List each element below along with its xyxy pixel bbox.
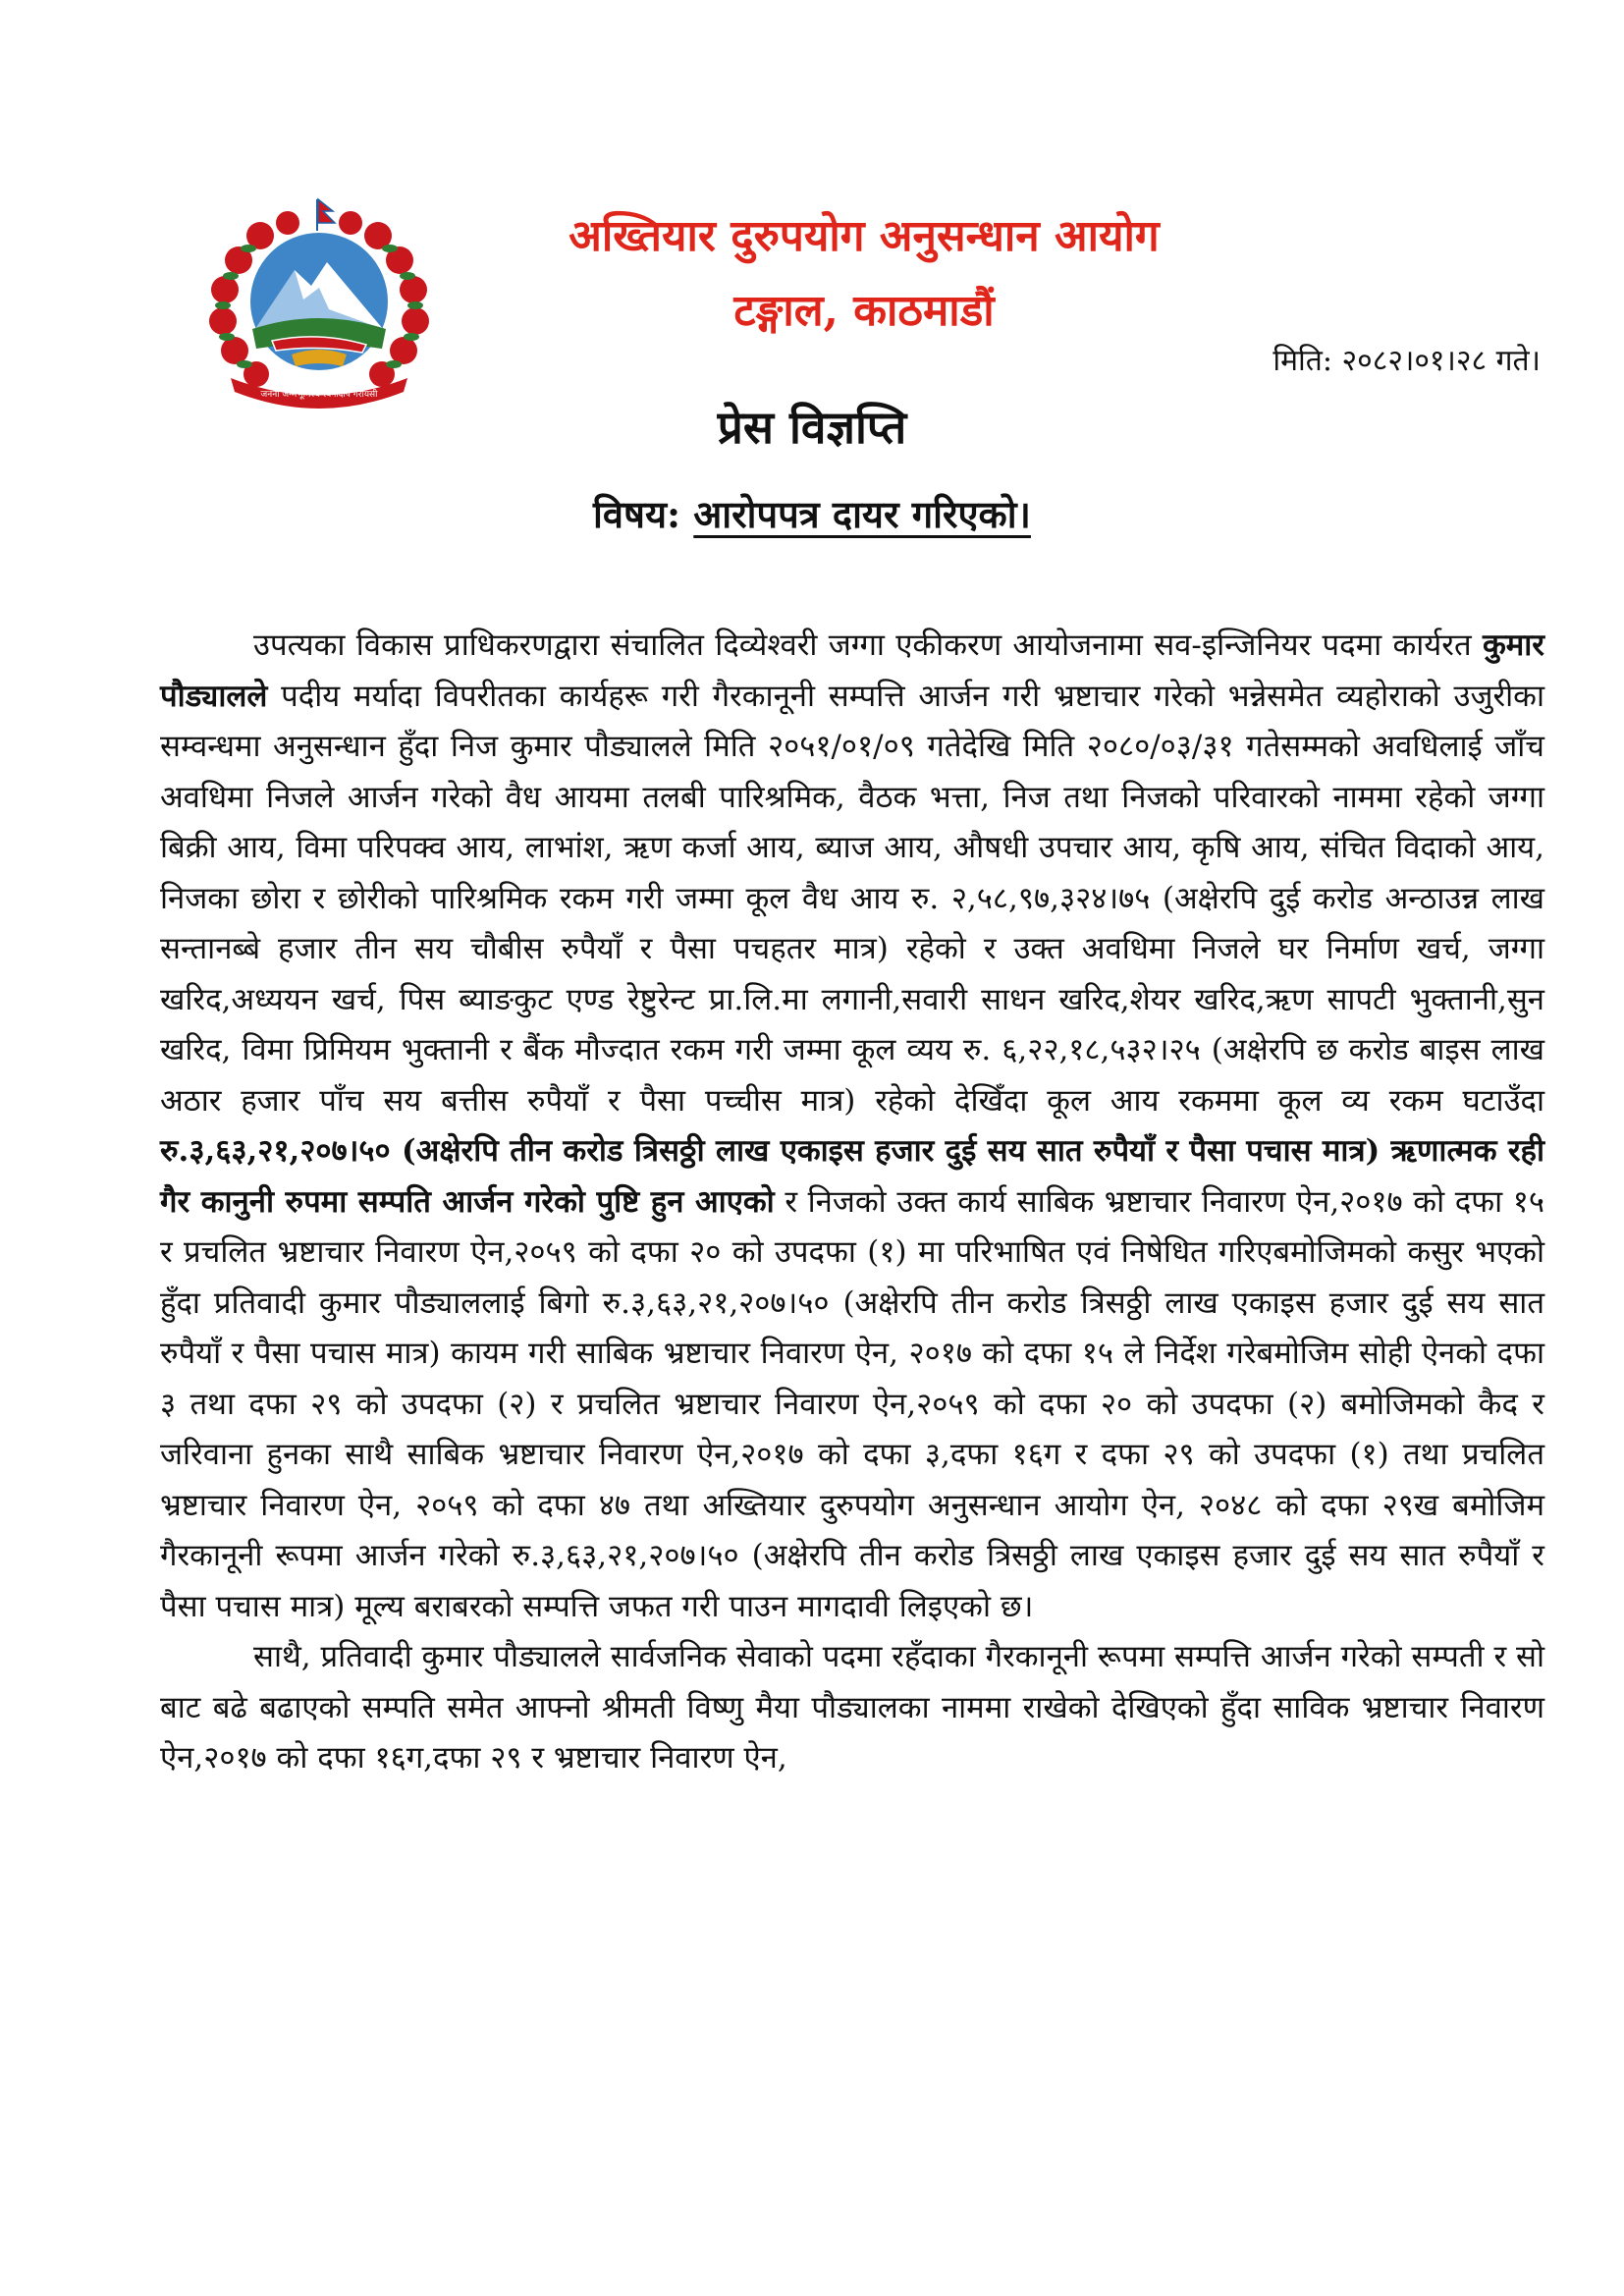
subject-line: [0, 488, 1624, 539]
subject-text: आरोपपत्र दायर गरिएको।: [693, 492, 1031, 536]
paragraph-2: साथै, प्रतिवादी कुमार पौड्यालले सार्वजनिक सेवाको पदमा रहँदाका गैरकानूनी रूपमा सम्पत्ति आर्जन गरेको सम्पती र सो बाट बढे बढाएको सम्पति समेत आफ्नो श्रीमती विष्णु मैया पौड्यालका नाममा राखेको देखिएको हुँदा साविक भ्रष्टाचार निवारण ऐन,२०१७ को दफा १६ग,दफा २९ र भ्रष्टाचार निवारण ऐन,: [160, 1639, 1544, 1776]
subject-label: विषय:: [593, 492, 681, 536]
body-text: [160, 621, 1544, 1784]
release-date: मिति: २०८२।०१।२८ गते।: [1272, 344, 1541, 378]
paragraph-1-part-2: पदीय मर्यादा विपरीतका कार्यहरू गरी गैरकानूनी सम्पत्ति आर्जन गरी भ्रष्टाचार गरेको भन्नेसमेत व्यहोराको उजुरीका सम्वन्धमा अनुसन्धान हुँदा निज कुमार पौड्यालले मिति २०५१/०१/०९ गतेदेखि मिति २०८०/०३/३१ गतेसम्मको अवधिलाई जाँच अवधिमा निजले आर्जन गरेको वैध आयमा तलबी पारिश्रमिक, वैठक भत्ता, निज तथा निजको परिवारको नाममा रहेको जग्गा बिक्री आय, विमा परिपक्व आय, लाभांश, ऋण कर्जा आय, ब्याज आय, औषधी उपचार आय, कृषि आय, संचित विदाको आय, निजका छोरा र छोरीको पारिश्रमिक रकम गरी जम्मा कूल वैध आय रु. २,५८,९७,३२४।७५ (अक्षेरपि दुई करोड अन्ठाउन्न लाख सन्तानब्बे हजार तीन सय चौबीस रुपैयाँ र पैसा पचहतर मात्र) रहेको र उक्त अवधिमा निजले घर निर्माण खर्च, जग्गा खरिद,अध्ययन खर्च, पिस ब्याङकुट एण्ड रेष्टुरेन्ट प्रा.लि.मा लगानी,सवारी साधन खरिद,शेयर खरिद,ऋण सापटी भुक्तानी,सुन खरिद, विमा प्रिमियम भुक्तानी र बैंक मौज्दात रकम गरी जम्मा कूल व्यय रु. ६,२२,१८,५३२।२५ (अक्षेरपि छ करोड बाइस लाख अठार हजार पाँच सय बत्तीस रुपैयाँ र पैसा पच्चीस मात्र) रहेको देखिँदा कूल आय रकममा कूल व्य रकम घटाउँदा: [160, 678, 1544, 1119]
paragraph-1-part-1: उपत्यका विकास प्राधिकरणद्वारा संचालित दिव्येश्वरी जग्गा एकीकरण आयोजनामा सव-इन्जिनियर पदमा कार्यरत: [253, 628, 1483, 663]
paragraph-1-part-3: र निजको उक्त कार्य साबिक भ्रष्टाचार निवारण ऐन,२०१७ को दफा १५ र प्रचलित भ्रष्टाचार निवारण ऐन,२०५९ को दफा २० को उपदफा (१) मा परिभाषित एवं निषेधित गरिएबमोजिमको कसुर भएको हुँदा प्रतिवादी कुमार पौड्याललाई बिगो रु.३,६३,२१,२०७।५० (अक्षेरपि तीन करोड त्रिसठ्ठी लाख एकाइस हजार दुई सय सात रुपैयाँ र पैसा पचास मात्र) कायम गरी साबिक भ्रष्टाचार निवारण ऐन, २०१७ को दफा १५ ले निर्देश गरेबमोजिम सोही ऐनको दफा ३ तथा दफा २९ को उपदफा (२) र प्रचलित भ्रष्टाचार निवारण ऐन,२०५९ को दफा २० को उपदफा (२) बमोजिमको कैद र जरिवाना हुनका साथै साबिक भ्रष्टाचार निवारण ऐन,२०१७ को दफा ३,दफा १६ग र दफा २९ को उपदफा (१) तथा प्रचलित भ्रष्टाचार निवारण ऐन, २०५९ को दफा ४७ तथा अख्तियार दुरुपयोग अनुसन्धान आयोग ऐन, २०४८ को दफा २९ख बमोजिम गैरकानूनी रूपमा आर्जन गरेको रु.३,६३,२१,२०७।५० (अक्षेरपि तीन करोड त्रिसठ्ठी लाख एकाइस हजार दुई सय सात रुपैयाँ र पैसा पचास मात्र) मूल्य बराबरको सम्पत्ति जफत गरी पाउन मागदावी लिइएको छ।: [160, 1183, 1544, 1624]
org-name: अख्तियार दुरुपयोग अनुसन्धान आयोग: [568, 211, 1160, 261]
paragraph-1: [160, 621, 1544, 1632]
press-release-title: प्रेस विज्ञप्ति: [717, 401, 907, 454]
org-location: टङ्गाल, काठमाडौं: [733, 286, 995, 336]
illegal-amount-statement: रु.३,६३,२१,२०७।५० (अक्षेरपि तीन करोड त्रिसठ्ठी लाख एकाइस हजार दुई सय सात रुपैयाँ र पैसा पचास मात्र) ऋणात्मक रही गैर कानुनी रुपमा सम्पति आर्जन गरेको पुष्टि हुन आएको: [160, 1133, 1544, 1220]
accused-name: कुमार पौड्यालले: [160, 628, 1544, 714]
emblem-motto: जननी जन्मभूमिश्च स्वर्गादपि गरीयसी: [260, 390, 378, 400]
nepal-emblem-icon: [201, 191, 437, 417]
